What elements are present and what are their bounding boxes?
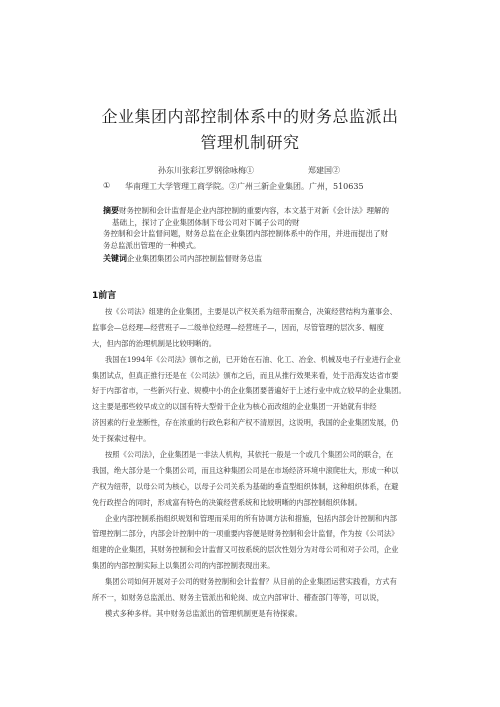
body-line: 大，但内部的治理机制是比较明晰的。 [92, 338, 217, 348]
body-line: 我国在1994年《公司法》颁布之前，已开始在石油、化工、冶金、机械及电子行业进行企业 [105, 354, 401, 364]
body-line: 按照《公司法》，企业集团是一非法人机构，其依托一般是一个或几个集团公司的联合，在 [105, 450, 394, 460]
abstract-label: 摘要 [103, 206, 119, 215]
keywords-label: 关键词 [103, 254, 127, 264]
author-group-2: 郑建国② [308, 166, 340, 175]
abstract-block [103, 205, 403, 265]
body-line: 监事会—总经理—经营班子—二级单位经理—经营班子—，因而，尽管管理的层次多、幅度 [92, 322, 384, 332]
body-line: 好于内部省市，一些新兴行业、规模中小的企业集团要普遍好于上述行业中成立较早的企业集团。 [92, 386, 406, 396]
body-line: 产权为纽带，以母公司为核心，以母子公司关系为基础的垂直型组织体制，这种组织体系，在避 [92, 481, 399, 491]
body-line: 集团的内部控制实际上以集团公司的内部控制表现出来。 [92, 561, 275, 571]
keywords-text: 企业集团集团公司内部控制监督财务总监 [127, 254, 262, 264]
body-line: 我国，绝大部分是一个集团公司，而且这种集团公司是在市场经济环境中滚爬壮大，形成一种以 [92, 465, 399, 475]
body-line: 集团公司如何开展对子公司的财务控制和会计监督？从目前的企业集团运营实践看，方式有 [105, 577, 397, 587]
author-group-1: 孙东川张彩江罗钢徐咏梅① [158, 166, 254, 175]
body-line: 按《公司法》组建的企业集团，主要是以产权关系为纽带而聚合，决策经营结构为董事会、 [105, 307, 397, 316]
body-line: 所不一，如财务总监派出、财务主管派出和轮岗、成立内部审计、稽查部门等等，可以说， [92, 593, 384, 603]
body-line: 集团试点，但真正推行还是在《公司法》颁布之后，而且从推行效果来看，处于沿海发达省市要 [92, 370, 399, 380]
paper-title-line-1: 企业集团内部控制体系中的财务总监派出 [101, 107, 399, 126]
body-line: 免行政捏合的同时，形成富有特色的决策经营系统和比较明晰的内部控制组织体制。 [92, 497, 362, 507]
paper-title-line-2: 管理机制研究 [200, 133, 300, 152]
affiliation-text: 华南理工大学管理工商学院。②广州三新企业集团。广州，510635 [125, 182, 364, 191]
body-line: 管理控制二部分，内部会计控制中的一项重要内容便是财务控制和会计监督，作为按《公司法》 [92, 529, 399, 539]
abstract-line [103, 205, 403, 217]
body-line: 组建的企业集团，其财务控制和会计监督又可按系统的层次性划分为对母公司和对子公司，企业 [92, 545, 399, 555]
abstract-line: 务总监派出管理的一种模式。 [103, 240, 201, 250]
abstract-line: 基础上，探讨了企业集团体制下母公司对下属子公司的财 [112, 217, 300, 227]
abstract-text: 财务控制和会计监督是企业内部控制的重要内容，本文基于对新《会计法》理解的 [119, 206, 389, 215]
keywords-line [103, 253, 403, 265]
body-line: 模式多种多样。其中财务总监派出的管理机制更是有待探索。 [105, 608, 303, 618]
body-line: 处于探索过程中。 [92, 434, 151, 444]
body-line: 企业内部控制系指组织规划和管理而采用的所有协调方法和措施，包括内部会计控制和内部 [105, 513, 397, 523]
body-line: 济因素的行业垄断性，存在浓重的行政色彩和产权不清原因，这说明，我国的企业集团发展，仍 [92, 418, 399, 428]
section-heading: 1前言 [92, 291, 117, 301]
body-line: 这主要是那些较早成立的以国有特大型骨干企业为核心而改组的企业集团一开始就有非经 [92, 402, 377, 412]
affiliation-marker: ① [103, 181, 111, 190]
body-text [92, 304, 432, 622]
abstract-line: 务控制和会计监督问题，财务总监在企业集团内部控制体系中的作用，并进而提出了财 [103, 229, 388, 239]
